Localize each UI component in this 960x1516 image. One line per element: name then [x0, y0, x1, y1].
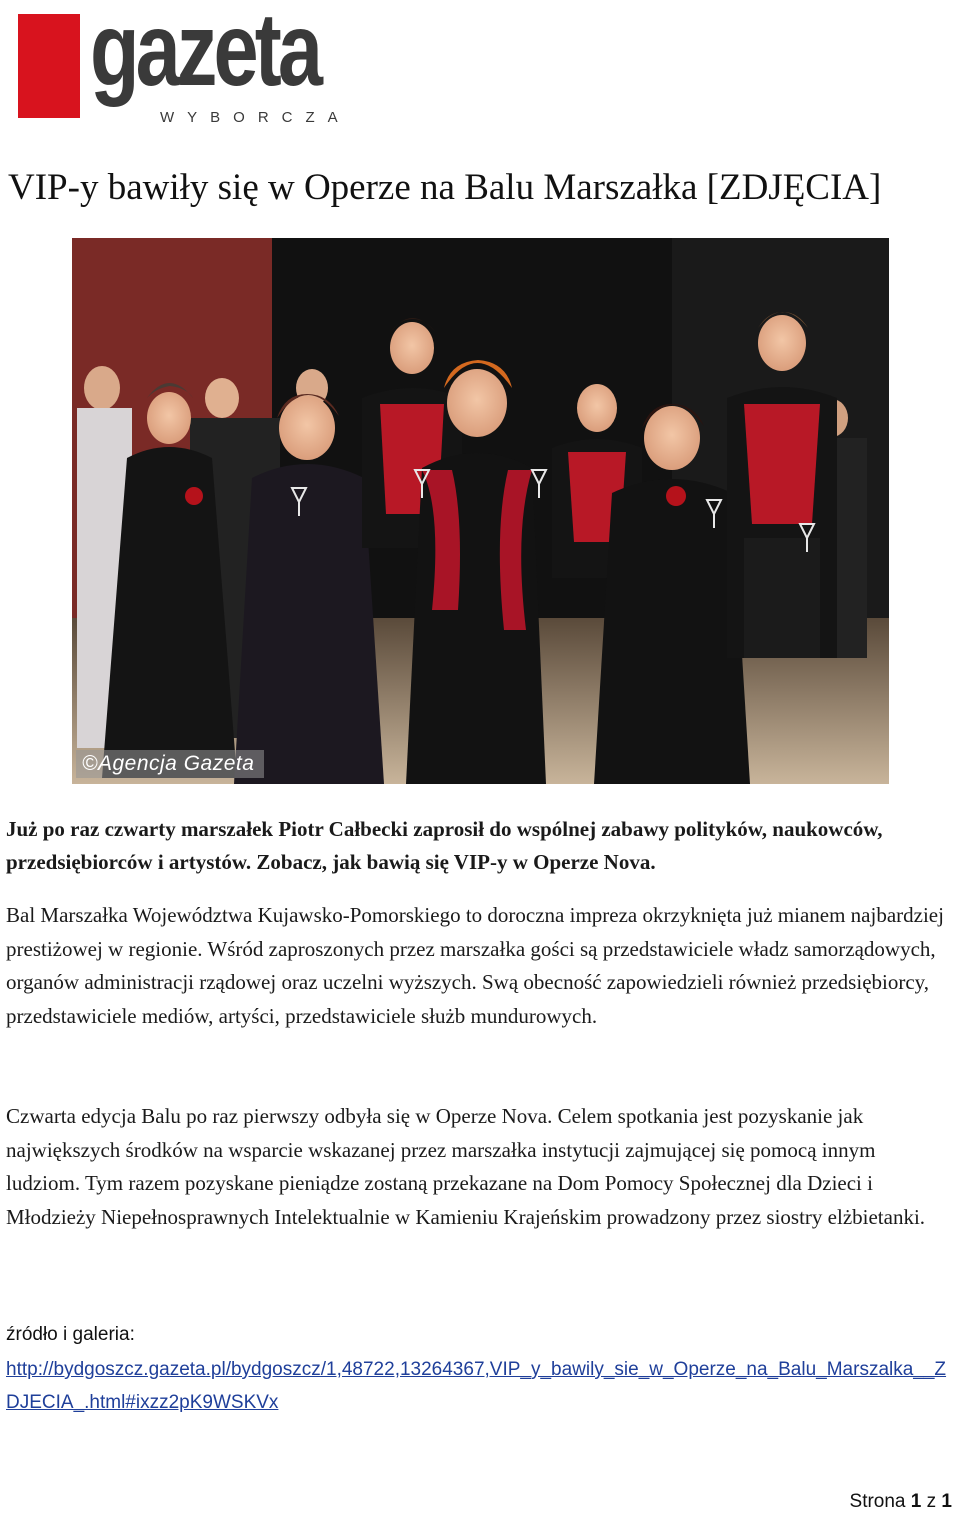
page-number [850, 1490, 952, 1514]
article-title: VIP-y bawiły się w Operze na Balu Marszałka [ZDJĘCIA] [8, 167, 882, 208]
source-link[interactable]: http://bydgoszcz.gazeta.pl/bydgoszcz/1,48722,13264367,VIP_y_bawily_sie_w_Operze_na_Balu_Marszalka__ZDJECIA_.html#ixzz2pK9WSKVx [6, 1359, 947, 1413]
page-number-total: 1 [941, 1491, 952, 1512]
source-label: źródło i galeria: [6, 1324, 135, 1345]
gazeta-logo[interactable] [18, 0, 351, 132]
logo-subtitle: WYBORCZA [160, 109, 351, 126]
article-paragraph: Bal Marszałka Województwa Kujawsko-Pomorskiego to doroczna impreza okrzyknięta już mianem najbardziej prestiżowej w regionie. Wśród zaproszonych przez marszałka gości są przedstawiciele władz samorządowych, organów administracji rządowej oraz uczelni wyższych. Swą obecność zapowiedzieli również przedsiębiorcy, przedstawiciele mediów, artyści, przedstawiciele służb mundurowych. [6, 903, 944, 1028]
page-number-prefix: Strona [849, 1491, 906, 1512]
page-number-current: 1 [910, 1491, 922, 1512]
article-paragraph: Czwarta edycja Balu po raz pierwszy odbyła się w Operze Nova. Celem spotkania jest pozyskanie jak największych środków na wsparcie wskazanej przez marszałka instytucji zajmującej się pomocą innym ludziom. Tym razem pozyskane pieniądze zostaną przekazane na Dom Pomocy Społecznej dla Dzieci i Młodzieży Niepełnosprawnych Intelektualnie w Kamieniu Krajeńskim prowadzony przez siostry elżbietanki. [6, 1104, 926, 1229]
logo-red-mark [18, 14, 80, 118]
photo-illustration [72, 238, 889, 784]
page-number-of: z [926, 1491, 937, 1512]
photo-credit: ©Agencja Gazeta [76, 750, 264, 778]
article-lead: Już po raz czwarty marszałek Piotr Całbecki zaprosił do wspólnej zabawy polityków, naukowców, przedsiębiorców i artystów. Zobacz, jak bawią się VIP-y w Operze Nova. [6, 817, 883, 874]
logo-wordmark: gazeta [90, 0, 320, 108]
article-photo [72, 238, 889, 784]
